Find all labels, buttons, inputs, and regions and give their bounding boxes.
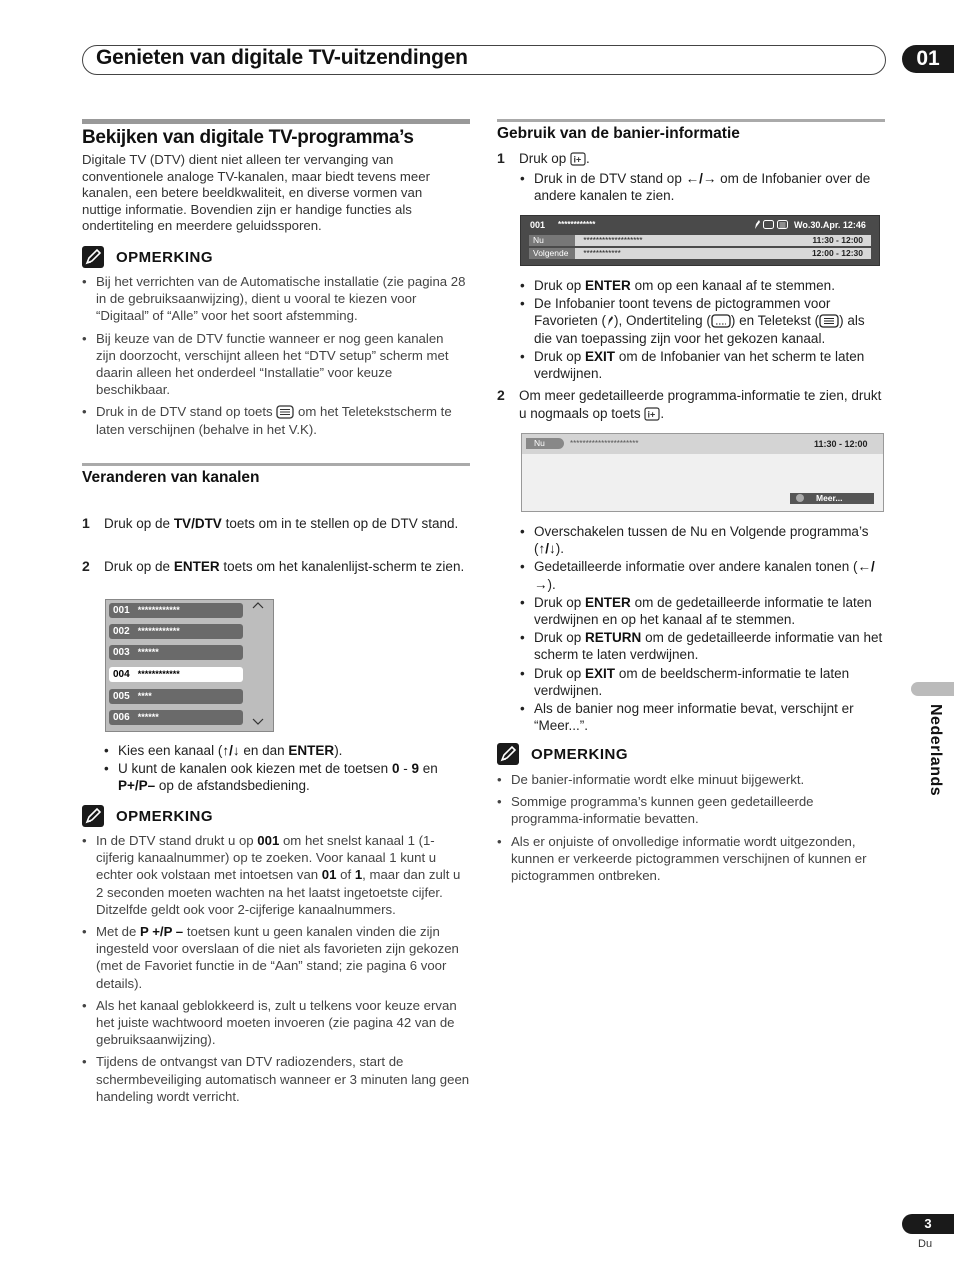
list-item: • Druk op ENTER om op een kanaal af te stemmen. xyxy=(520,277,885,294)
note-heading xyxy=(497,743,628,765)
subtitle-icon xyxy=(711,314,731,328)
arrow-icon: ↑/↓ xyxy=(538,541,556,557)
info-banner-screen xyxy=(520,215,880,266)
list-item: • Overschakelen tussen de Nu en Volgende programma’s (↑/↓). xyxy=(520,523,885,557)
teletext-icon xyxy=(276,405,294,419)
language-label: Nederlands xyxy=(927,704,944,797)
step-text: Druk op i+ . xyxy=(519,151,590,166)
info-button-icon xyxy=(570,152,586,166)
list-item: • Gedetailleerde informatie over andere kanalen tonen (←/→). xyxy=(520,558,885,592)
detail-tips-list xyxy=(520,523,885,735)
list-item: • Als er onjuiste of onvolledige informatie wordt uitgezonden, kunnen er verkeerde pictogrammen verschijnen of kunnen er pictogrammen ontbreken. xyxy=(497,833,885,885)
list-item: • U kunt de kanalen ook kiezen met de toetsen 0 - 9 en P+/P– op de afstandsbediening. xyxy=(104,760,470,794)
note-list xyxy=(82,832,470,1110)
page-title: Genieten van digitale TV-uitzendingen xyxy=(96,46,468,69)
channel-list-screen xyxy=(105,599,274,732)
step-text: Druk op de ENTER toets om het kanalenlijst-scherm te zien. xyxy=(104,559,465,574)
subsection-title: Gebruik van de banier-informatie xyxy=(497,125,740,142)
note-label: OPMERKING xyxy=(531,745,629,763)
list-item: • Met de P +/P – toetsen kunt u geen kanalen vinden die zijn ingesteld voor overslaan of die niet als favorieten zijn gekozen (met de Favoriet functie in de “Aan” stand; zie pagina 6 voor details). xyxy=(82,923,470,992)
step-number: 1 xyxy=(497,150,505,166)
list-item: • Als de banier nog meer informatie bevat, verschijnt er “Meer...”. xyxy=(520,700,885,734)
favorite-icon xyxy=(606,315,614,327)
arrow-icon: ←/→ xyxy=(685,171,717,186)
channel-row-selected[interactable]: 004 ************ xyxy=(109,667,243,682)
note-list xyxy=(82,273,466,443)
section-title: Bekijken van digitale TV-programma’s xyxy=(82,127,414,148)
scroll-up-icon[interactable] xyxy=(252,601,264,609)
banner-tips-list xyxy=(520,277,885,383)
step-2 xyxy=(82,558,470,576)
intro-paragraph: Digitale TV (DTV) dient niet alleen ter vervanging van conventionele analoge TV-kanalen, maar biedt tevens meer kanalen, een betere beeldkwaliteit, en diverse vormen van nuttige informatie. Bovendien zijn er handige functies als ondertiteling en meerdere geluidssporen. xyxy=(82,152,430,233)
edit-note-icon xyxy=(497,743,519,765)
banner-channel: 001 xyxy=(530,220,546,230)
edit-note-icon xyxy=(82,805,104,827)
note-heading xyxy=(82,805,213,827)
detail-title: ********************** xyxy=(570,439,639,448)
list-item: • Druk op ENTER om de gedetailleerde informatie te laten verdwijnen en op het kanaal af te stemmen. xyxy=(520,594,885,628)
list-item: • Druk op EXIT om de Infobanier van het scherm te laten verdwijnen. xyxy=(520,348,885,382)
list-item: • Bij het verrichten van de Automatische installatie (zie pagina 28 in de gebruiksaanwijzing), dient u vooral te kiezen voor “Digitaal” of “Alle” voor het soort afstemming. xyxy=(82,273,466,325)
list-item: • Tijdens de ontvangst van DTV radiozenders, start de schermbeveiliging automatisch wanneer er 3 minuten lang geen handeling wordt verricht. xyxy=(82,1053,470,1105)
svg-text:i+: i+ xyxy=(573,154,582,165)
list-item: • Kies een kanaal (↑/↓ en dan ENTER). xyxy=(104,742,470,759)
subsection-rule xyxy=(497,119,885,122)
step-2 xyxy=(497,387,885,422)
note-text: om het Teletekstscherm te laten verschijnen (behalve in het V.K). xyxy=(96,404,452,437)
detail-label: Nu xyxy=(526,438,564,449)
dot-icon xyxy=(796,494,804,502)
step-number: 1 xyxy=(82,515,90,531)
page-number: 3 xyxy=(902,1214,954,1234)
note-heading xyxy=(82,246,213,268)
detail-time: 11:30 - 12:00 xyxy=(814,439,868,449)
channel-tips-list xyxy=(104,742,470,796)
note-text: Druk in de DTV stand op toets xyxy=(96,404,273,420)
more-indicator[interactable]: Meer... xyxy=(790,493,874,504)
step-text: Om meer gedetailleerde programma-informatie te zien, drukt u nogmaals op toets i+ . xyxy=(519,388,882,421)
teletext-icon xyxy=(819,314,839,328)
detail-header xyxy=(522,434,883,454)
page-language-code: Du xyxy=(918,1238,933,1250)
list-item: • In de DTV stand drukt u op 001 om het snelst kanaal 1 (1-cijferig kanaalnummer) op te zoeken. Voor kanaal 1 kunt u echter ook volstaan met intoetsen van 01 of 1, maar dan zult u 2 seconden moeten wachten na het laatst ingetoetste cijfer. Ditzelfde geldt ook voor 2-cijferige kanaalnummers. xyxy=(82,832,470,918)
note-label: OPMERKING xyxy=(116,807,214,825)
step-number: 2 xyxy=(497,387,505,403)
step-bullets xyxy=(520,170,885,205)
list-item: • Sommige programma’s kunnen geen gedetailleerde programma-informatie bevatten. xyxy=(497,793,885,827)
language-tab xyxy=(911,682,954,696)
list-item xyxy=(82,403,466,437)
scroll-down-icon[interactable] xyxy=(252,718,264,726)
channel-row[interactable]: 005 **** xyxy=(109,689,243,704)
step-text: Druk op de TV/DTV toets om in te stellen op de DTV stand. xyxy=(104,516,459,531)
chapter-badge: 01 xyxy=(902,45,954,73)
info-button-icon xyxy=(644,407,660,421)
arrow-icon: ←/→ xyxy=(534,559,875,592)
channel-row[interactable]: 003 ****** xyxy=(109,645,243,660)
list-item: • De banier-informatie wordt elke minuut bijgewerkt. xyxy=(497,771,885,788)
channel-row[interactable]: 001 ************ xyxy=(109,603,243,618)
step-number: 2 xyxy=(82,558,90,574)
edit-note-icon xyxy=(82,246,104,268)
detail-info-screen xyxy=(521,433,884,512)
banner-date: Wo.30.Apr. 12:46 xyxy=(794,220,866,230)
arrow-icon: ↑/↓ xyxy=(222,743,240,758)
list-item: • Druk op RETURN om de gedetailleerde informatie van het scherm te laten verdwijnen. xyxy=(520,629,885,663)
note-label: OPMERKING xyxy=(116,248,214,266)
banner-row: Nu ******************* 11:30 - 12:00 xyxy=(529,235,871,246)
list-item: • Druk in de DTV stand op ←/→ om de Infobanier over de andere kanalen te zien. xyxy=(520,170,885,204)
channel-row[interactable]: 002 ************ xyxy=(109,624,243,639)
subsection-title: Veranderen van kanalen xyxy=(82,469,260,486)
step-1 xyxy=(497,150,885,168)
list-item: • De Infobanier toont tevens de pictogrammen voor Favorieten ( ), Ondertiteling ( ) en Teletekst ( ) als die van toepassing zijn voor het gekozen kanaal. xyxy=(520,295,885,347)
list-item: • Bij keuze van de DTV functie wanneer er nog geen kanalen zijn doorzocht, verschijnt alleen het “DTV setup” scherm met daarin alleen het onderdeel “Installatie” voor keuze beschikbaar. xyxy=(82,330,466,399)
step-1 xyxy=(82,515,470,533)
favorite-icon xyxy=(753,219,761,230)
list-item: • Druk op EXIT om de beeldscherm-informatie te laten verdwijnen. xyxy=(520,665,885,699)
banner-row: Volgende ************ 12:00 - 12:30 xyxy=(529,248,871,259)
teletext-icon xyxy=(777,220,788,229)
note-list xyxy=(497,771,885,889)
subsection-rule xyxy=(82,463,470,466)
channel-row[interactable]: 006 ****** xyxy=(109,710,243,725)
banner-channel-name: ************ xyxy=(558,220,596,229)
section-rule xyxy=(82,119,470,124)
svg-text:i+: i+ xyxy=(647,409,656,419)
list-item: • Als het kanaal geblokkeerd is, zult u telkens voor keuze ervan het juiste wachtwoord moeten invoeren (zie pagina 42 van de gebruiksaanwijzing). xyxy=(82,997,470,1049)
banner-header xyxy=(521,216,879,233)
subtitle-icon xyxy=(763,220,774,229)
